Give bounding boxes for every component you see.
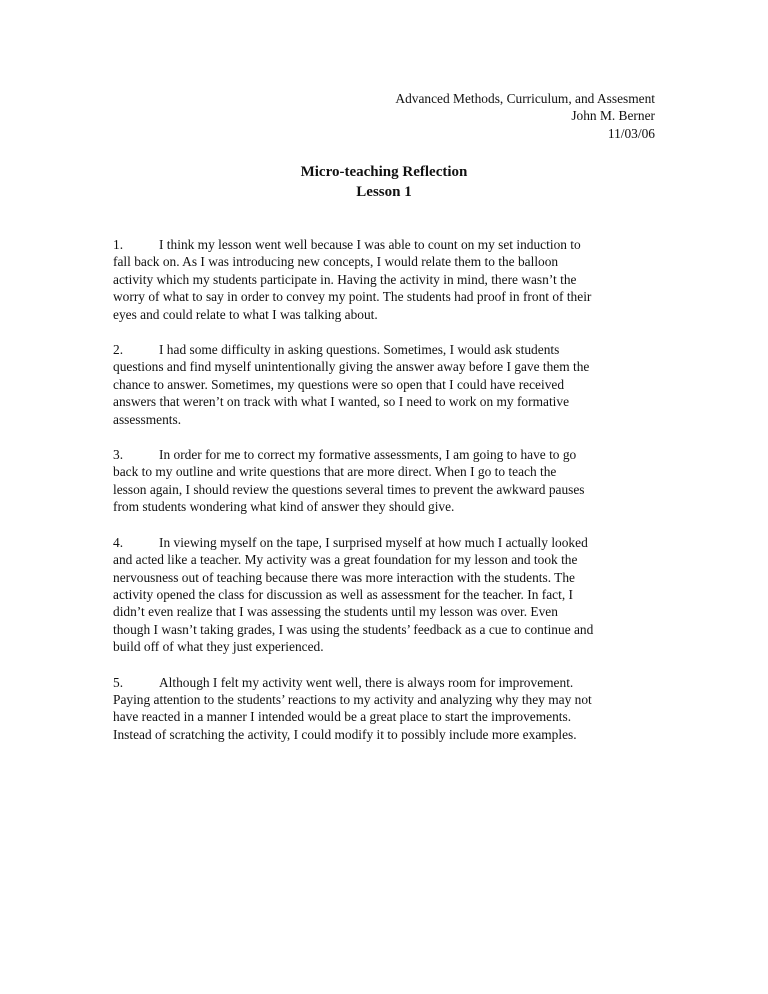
paragraph-text: Although I felt my activity went well, there is always room for improvement.: [159, 674, 574, 690]
paragraph-line: activity opened the class for discussion as well as assessment for the teacher. In fact, I: [113, 586, 573, 602]
paragraph-number: 5.: [113, 674, 124, 690]
paragraph-line: [113, 674, 658, 691]
document-title: [0, 162, 768, 202]
paragraph-line: [113, 341, 658, 358]
paragraph-number: 1.: [113, 237, 124, 252]
document-body: [113, 236, 658, 761]
paragraph-text: In order for me to correct my formative assessments, I am going to have to go: [159, 447, 577, 463]
paragraph-line: eyes and could relate to what I was talking about.: [113, 306, 378, 322]
paragraph-number: 3.: [113, 447, 124, 463]
paragraph-line: Instead of scratching the activity, I could modify it to possibly include more examples.: [113, 726, 577, 742]
paragraph-line: nervousness out of teaching because there was more interaction with the students. The: [113, 569, 575, 585]
paragraph-5: [113, 674, 658, 744]
paragraph-line: back to my outline and write questions that are more direct. When I go to teach the: [113, 464, 557, 480]
paragraph-line: lesson again, I should review the questions several times to prevent the awkward pauses: [113, 481, 585, 497]
paragraph-line: have reacted in a manner I intended would be a great place to start the improvements.: [113, 709, 572, 725]
paragraph-text: I think my lesson went well because I was able to count on my set induction to: [159, 237, 581, 252]
paragraph-line: answers that weren’t on track with what I wanted, so I need to work on my formative: [113, 394, 570, 410]
paragraph-number: 4.: [113, 534, 124, 550]
paragraph-4: [113, 534, 658, 656]
paragraph-3: [113, 446, 658, 516]
title-line-2: Lesson 1: [356, 184, 412, 200]
paragraph-2: [113, 341, 658, 428]
paragraph-text: I had some difficulty in asking questions. Sometimes, I would ask students: [159, 342, 560, 358]
paragraph-line: worry of what to say in order to convey my point. The students had proof in front of their: [113, 289, 592, 305]
paragraph-line: [113, 534, 658, 551]
paragraph-line: build off of what they just experienced.: [113, 639, 324, 655]
paragraph-line: chance to answer. Sometimes, my questions were so open that I could have received: [113, 376, 565, 392]
paragraph-line: and acted like a teacher. My activity was a great foundation for my lesson and took the: [113, 552, 578, 568]
paragraph-line: Paying attention to the students’ reactions to my activity and analyzing why they may not: [113, 691, 592, 707]
paragraph-line: [113, 446, 658, 463]
paragraph-line: [113, 236, 658, 253]
paragraph-line: fall back on. As I was introducing new concepts, I would relate them to the balloon: [113, 254, 559, 270]
paragraph-text: In viewing myself on the tape, I surprised myself at how much I actually looked: [159, 534, 588, 550]
title-line-1: Micro-teaching Reflection: [300, 164, 468, 180]
paragraph-line: questions and find myself unintentionally giving the answer away before I gave them the: [113, 359, 590, 375]
document-date: 11/03/06: [607, 125, 655, 141]
paragraph-line: didn’t even realize that I was assessing the students until my lesson was over. Even: [113, 604, 558, 620]
course-name: Advanced Methods, Curriculum, and Assesment: [395, 91, 655, 106]
paragraph-line: activity which my students participate in. Having the activity in mind, there wasn’t the: [113, 271, 577, 287]
document-header: [395, 90, 655, 142]
paragraph-1: [113, 236, 658, 323]
paragraph-line: assessments.: [113, 411, 182, 427]
paragraph-line: though I wasn’t taking grades, I was using the students’ feedback as a cue to continue and: [113, 621, 594, 637]
paragraph-line: from students wondering what kind of answer they should give.: [113, 499, 455, 515]
paragraph-number: 2.: [113, 342, 124, 358]
author-name: John M. Berner: [571, 108, 655, 124]
